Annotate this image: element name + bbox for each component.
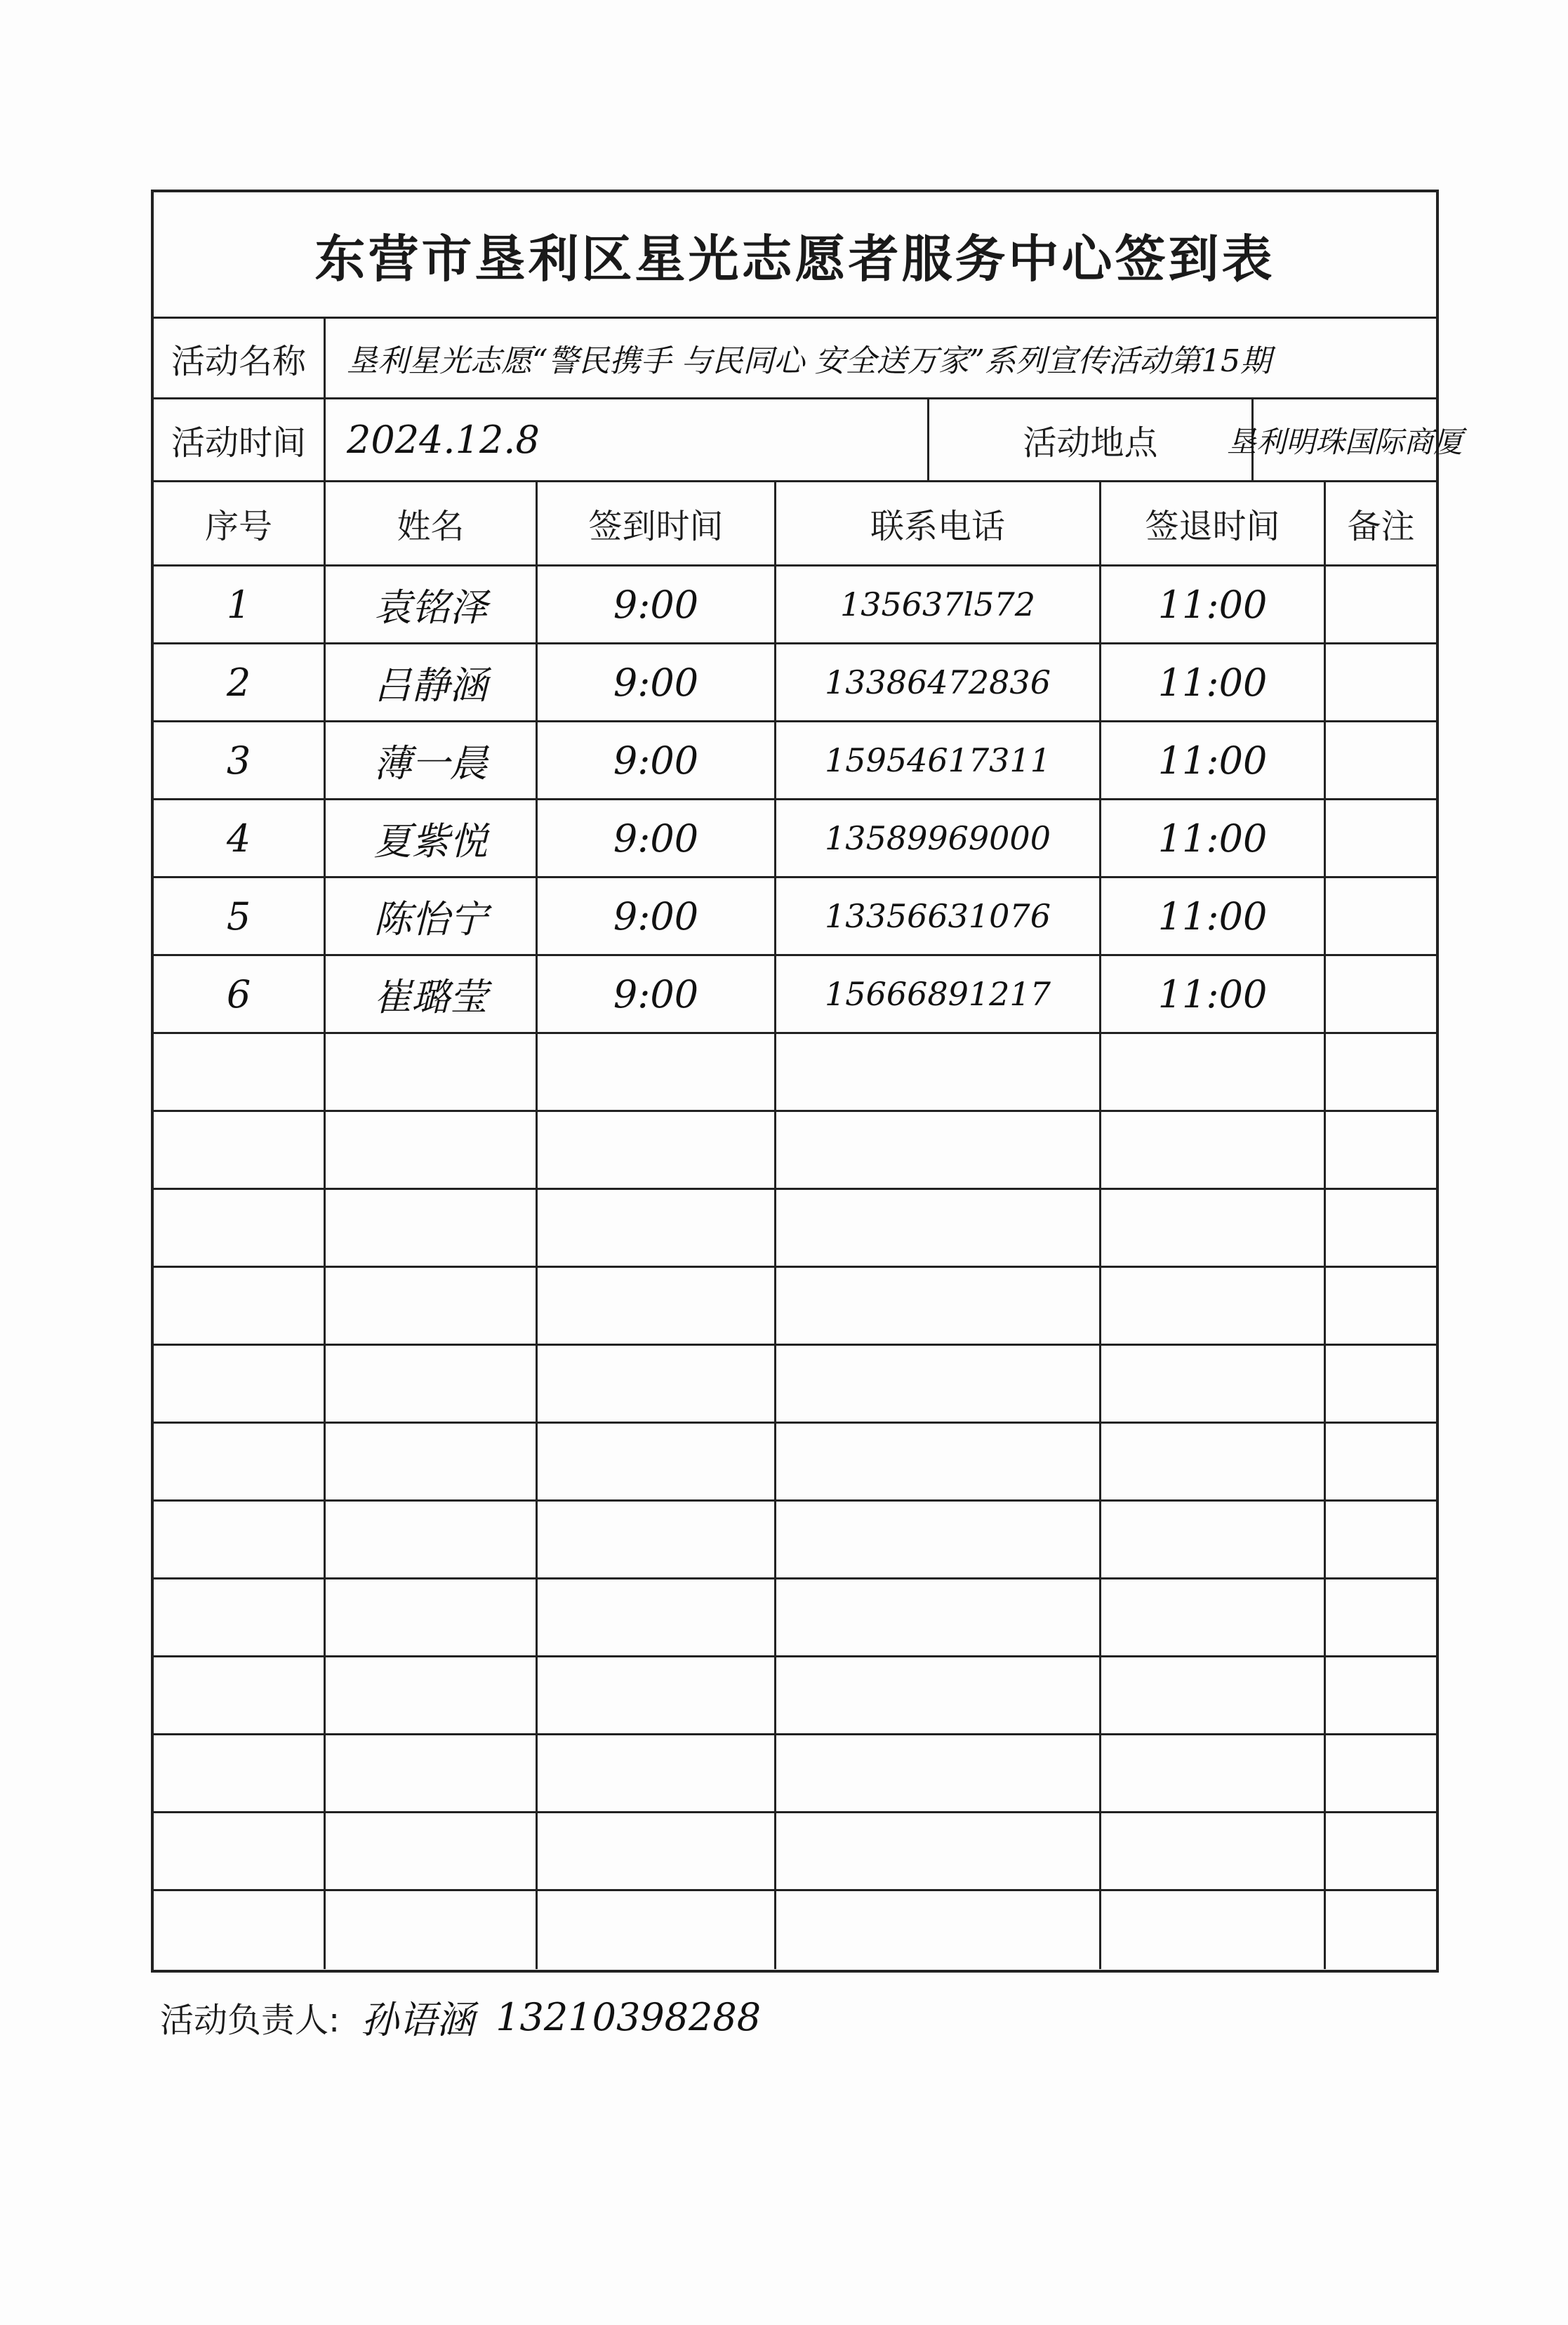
cell-sign-out (1101, 1190, 1326, 1266)
cell-no (154, 1813, 326, 1889)
cell-name (326, 1735, 538, 1811)
table-row (154, 1813, 1436, 1891)
cell-sign-in (538, 1112, 776, 1188)
cell-sign-in (538, 1424, 776, 1499)
cell-name (326, 1813, 538, 1889)
cell-note (1326, 1268, 1436, 1344)
col-header-note: 备注 (1347, 507, 1415, 546)
cell-no (154, 1657, 326, 1733)
cell-phone: 13356631076 (776, 878, 1101, 954)
cell-sign-out (1101, 1112, 1326, 1188)
cell-phone: 135637l572 (776, 567, 1101, 642)
cell-name: 吕静涵 (326, 644, 538, 720)
table-row (154, 644, 1436, 722)
cell-note (1326, 1579, 1436, 1655)
cell-sign-out: 11:00 (1101, 800, 1326, 876)
cell-note (1326, 1112, 1436, 1188)
cell-sign-in: 9:00 (538, 722, 776, 798)
cell-name (326, 1190, 538, 1266)
cell-note (1326, 1346, 1436, 1422)
table-row (154, 1268, 1436, 1346)
cell-name (326, 1502, 538, 1577)
table-row (154, 722, 1436, 800)
cell-sign-out (1101, 1034, 1326, 1110)
col-header-sign-out: 签退时间 (1101, 482, 1326, 564)
cell-no (154, 1112, 326, 1188)
cell-sign-in (538, 1891, 776, 1969)
cell-no (154, 1268, 326, 1344)
cell-note (1326, 722, 1436, 798)
cell-phone: 15954617311 (776, 722, 1101, 798)
cell-name (326, 1112, 538, 1188)
table-row (154, 800, 1436, 878)
cell-note (1326, 956, 1436, 1032)
cell-sign-out (1101, 1579, 1326, 1655)
cell-note (1326, 1813, 1436, 1889)
cell-sign-in (538, 1735, 776, 1811)
col-header-name: 姓名 (326, 482, 538, 564)
cell-note (1326, 1891, 1436, 1969)
cell-phone: 13386472836 (776, 644, 1101, 720)
cell-phone (776, 1268, 1101, 1344)
cell-no (154, 1034, 326, 1110)
table-row (154, 567, 1436, 644)
cell-name (326, 1657, 538, 1733)
cell-note (1326, 644, 1436, 720)
cell-sign-out (1101, 1891, 1326, 1969)
cell-phone: 13589969000 (776, 800, 1101, 876)
table-row (154, 1891, 1436, 1969)
cell-phone (776, 1424, 1101, 1499)
cell-no (154, 1424, 326, 1499)
cell-sign-in: 9:00 (538, 567, 776, 642)
cell-sign-out: 11:00 (1101, 644, 1326, 720)
cell-no (154, 1735, 326, 1811)
cell-sign-in (538, 1657, 776, 1733)
cell-note (1326, 878, 1436, 954)
sheet-title: 东营市垦利区星光志愿者服务中心签到表 (154, 192, 1436, 319)
cell-sign-in (538, 1579, 776, 1655)
cell-sign-out (1101, 1268, 1326, 1344)
sign-in-sheet (151, 190, 1463, 1973)
cell-phone (776, 1735, 1101, 1811)
cell-sign-in (538, 1502, 776, 1577)
cell-sign-out (1101, 1735, 1326, 1811)
cell-note (1326, 800, 1436, 876)
table-row (154, 1657, 1436, 1735)
cell-sign-out (1101, 1502, 1326, 1577)
activity-time-value: 2024.12.8 (326, 399, 929, 480)
cell-phone (776, 1112, 1101, 1188)
cell-name (326, 1891, 538, 1969)
cell-note (1326, 1034, 1436, 1110)
activity-place-value: 垦利明珠国际商厦 (1227, 424, 1463, 459)
cell-sign-in: 9:00 (538, 956, 776, 1032)
cell-note (1326, 1657, 1436, 1733)
column-header-row (154, 482, 1436, 567)
cell-phone: 15666891217 (776, 956, 1101, 1032)
activity-name-row (154, 319, 1436, 399)
cell-sign-in (538, 1034, 776, 1110)
cell-phone (776, 1190, 1101, 1266)
table-row (154, 878, 1436, 956)
responsible-label: 活动负责人: (160, 2001, 340, 2040)
cell-name (326, 1268, 538, 1344)
cell-no: 1 (154, 567, 326, 642)
table-row (154, 1424, 1436, 1502)
cell-no: 6 (154, 956, 326, 1032)
cell-note (1326, 1502, 1436, 1577)
cell-sign-in: 9:00 (538, 644, 776, 720)
cell-sign-in (538, 1190, 776, 1266)
table-row (154, 1346, 1436, 1424)
cell-phone (776, 1346, 1101, 1422)
cell-name: 夏紫悦 (326, 800, 538, 876)
activity-name-value: 垦利星光志愿“警民携手 与民同心 安全送万家”系列宣传活动第15期 (347, 343, 1271, 379)
activity-time-row (154, 399, 1463, 482)
col-header-sign-in: 签到时间 (538, 482, 776, 564)
footer (160, 1990, 761, 2044)
cell-no: 2 (154, 644, 326, 720)
cell-phone (776, 1657, 1101, 1733)
cell-no (154, 1346, 326, 1422)
cell-no: 3 (154, 722, 326, 798)
col-header-no: 序号 (154, 482, 326, 564)
cell-phone (776, 1891, 1101, 1969)
activity-name-label: 活动名称 (154, 319, 326, 397)
cell-name: 陈怡宁 (326, 878, 538, 954)
cell-sign-in: 9:00 (538, 800, 776, 876)
cell-sign-out (1101, 1346, 1326, 1422)
cell-no: 5 (154, 878, 326, 954)
cell-no (154, 1190, 326, 1266)
activity-time-label: 活动时间 (154, 399, 326, 480)
cell-phone (776, 1579, 1101, 1655)
cell-sign-out: 11:00 (1101, 878, 1326, 954)
table-row (154, 1112, 1436, 1190)
cell-name (326, 1346, 538, 1422)
cell-phone (776, 1034, 1101, 1110)
table-row (154, 1190, 1436, 1268)
cell-sign-out (1101, 1424, 1326, 1499)
cell-no: 4 (154, 800, 326, 876)
table-row (154, 1579, 1436, 1657)
cell-name: 崔璐莹 (326, 956, 538, 1032)
responsible-name: 孙语涵 (361, 1998, 475, 2042)
cell-name (326, 1034, 538, 1110)
cell-name: 袁铭泽 (326, 567, 538, 642)
cell-sign-in (538, 1268, 776, 1344)
cell-sign-in (538, 1346, 776, 1422)
cell-name (326, 1579, 538, 1655)
table-row (154, 1735, 1436, 1813)
cell-note (1326, 1735, 1436, 1811)
cell-sign-in: 9:00 (538, 878, 776, 954)
cell-no (154, 1502, 326, 1577)
cell-no (154, 1891, 326, 1969)
cell-sign-out: 11:00 (1101, 567, 1326, 642)
table-row (154, 1502, 1436, 1579)
table-row (154, 1034, 1436, 1112)
table-row (154, 956, 1436, 1034)
cell-phone (776, 1813, 1101, 1889)
cell-name: 薄一晨 (326, 722, 538, 798)
cell-note (1326, 567, 1436, 642)
responsible-phone: 13210398288 (496, 1995, 762, 2039)
activity-place-label: 活动地点 (929, 399, 1254, 480)
cell-phone (776, 1502, 1101, 1577)
cell-note (1326, 1424, 1436, 1499)
cell-note (1326, 1190, 1436, 1266)
cell-name (326, 1424, 538, 1499)
cell-sign-out: 11:00 (1101, 722, 1326, 798)
cell-no (154, 1579, 326, 1655)
cell-sign-out (1101, 1657, 1326, 1733)
cell-sign-out (1101, 1813, 1326, 1889)
cell-sign-in (538, 1813, 776, 1889)
cell-sign-out: 11:00 (1101, 956, 1326, 1032)
col-header-phone: 联系电话 (776, 482, 1101, 564)
